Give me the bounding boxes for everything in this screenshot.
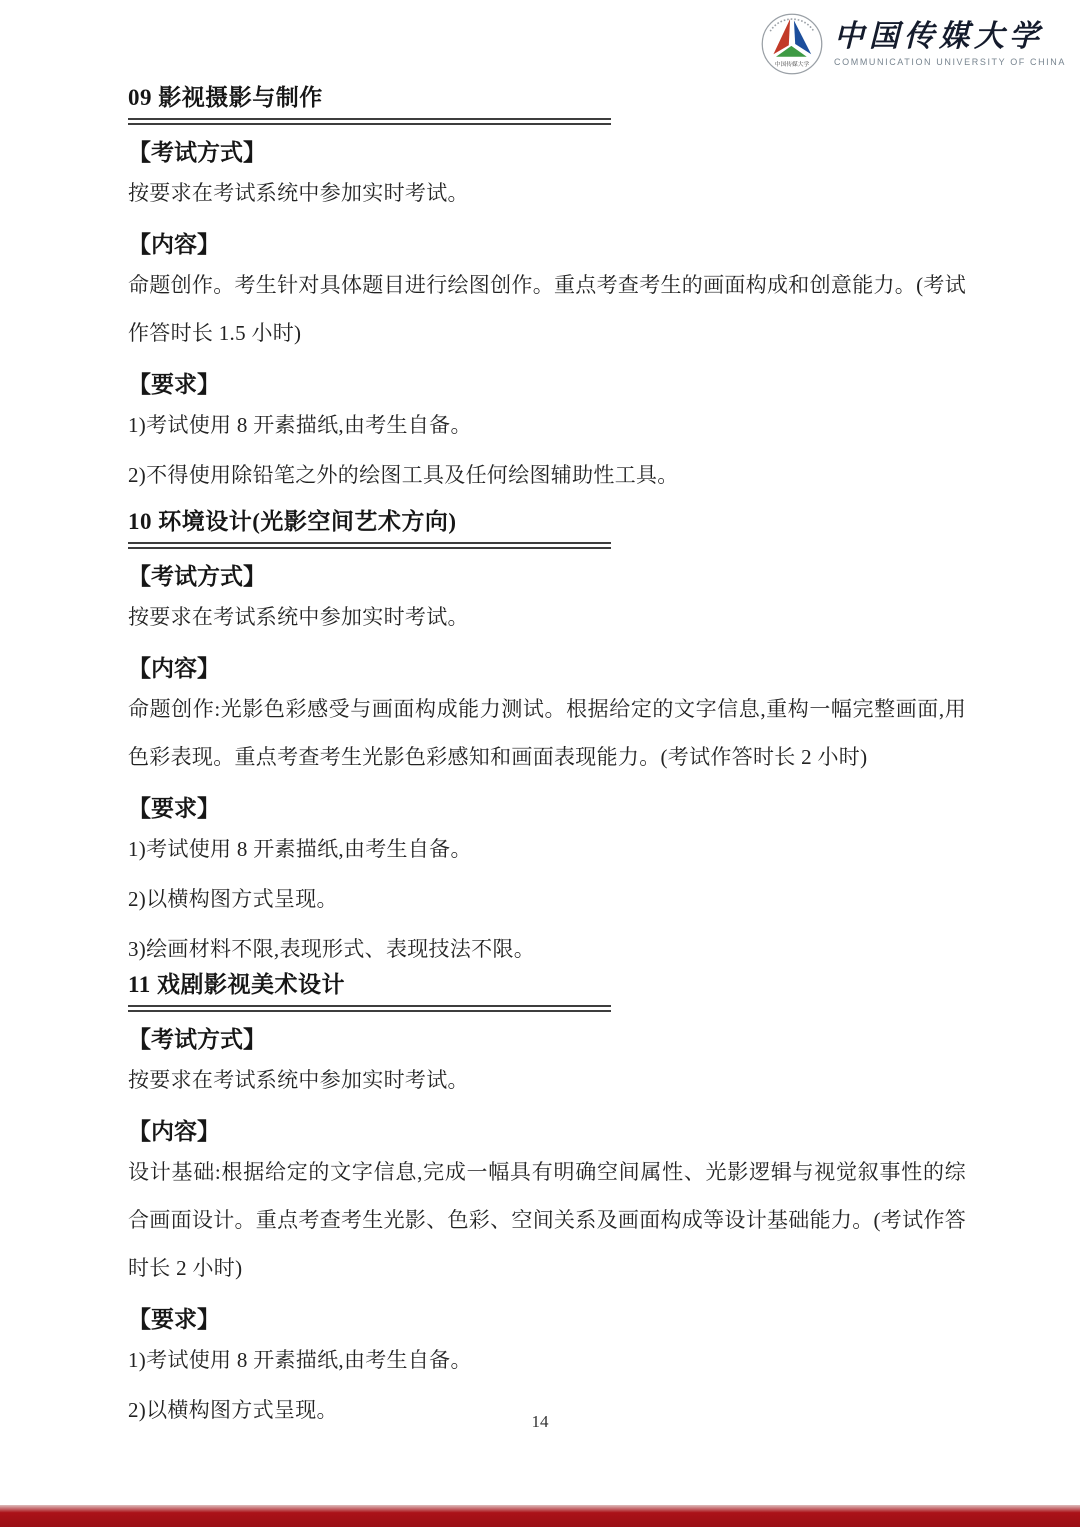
university-name xyxy=(834,20,1066,68)
content-block xyxy=(128,1118,966,1292)
university-name-en: COMMUNICATION UNIVERSITY OF CHINA xyxy=(834,57,1066,67)
requirement-item: 3)绘画材料不限,表现形式、表现技法不限。 xyxy=(128,937,536,961)
section-title: 11 戏剧影视美术设计 xyxy=(128,972,345,997)
requirement-item: 1)考试使用 8 开素描纸,由考生自备。 xyxy=(128,413,472,437)
requirement-item: 1)考试使用 8 开素描纸,由考生自备。 xyxy=(128,1348,472,1372)
paragraph: 按要求在考试系统中参加实时考试。 xyxy=(128,181,469,205)
footer-red-bar xyxy=(0,1505,1080,1527)
requirement-item: 1)考试使用 8 开素描纸,由考生自备。 xyxy=(128,837,472,861)
requirements-block xyxy=(128,371,966,499)
section-09 xyxy=(128,84,966,499)
exam-method-block xyxy=(128,1026,966,1104)
exam-method-block xyxy=(128,563,966,641)
block-label: 【要求】 xyxy=(128,372,220,397)
svg-text:中国传媒大学: 中国传媒大学 xyxy=(774,61,810,68)
paragraph: 命题创作。考生针对具体题目进行绘图创作。重点考查考生的画面构成和创意能力。(考试作答时长 1.5 小时) xyxy=(128,273,966,345)
block-label: 【要求】 xyxy=(128,796,220,821)
block-label: 【内容】 xyxy=(128,656,220,681)
block-label: 【要求】 xyxy=(128,1307,220,1332)
content-block xyxy=(128,655,966,781)
content-block xyxy=(128,231,966,357)
university-logo xyxy=(760,12,1066,76)
paragraph: 按要求在考试系统中参加实时考试。 xyxy=(128,1068,469,1092)
paragraph: 设计基础:根据给定的文字信息,完成一幅具有明确空间属性、光影逻辑与视觉叙事性的综合画面设计。重点考查考生光影、色彩、空间关系及画面构成等设计基础能力。(考试作答时长 2 小时) xyxy=(128,1160,966,1280)
heading-double-rule xyxy=(128,118,611,125)
block-label: 【考试方式】 xyxy=(128,564,266,589)
block-label: 【内容】 xyxy=(128,1119,220,1144)
requirement-item: 2)以横构图方式呈现。 xyxy=(128,1398,338,1422)
heading-double-rule xyxy=(128,542,611,549)
requirement-item: 2)以横构图方式呈现。 xyxy=(128,887,338,911)
cuc-emblem-icon xyxy=(760,12,824,76)
section-10 xyxy=(128,508,966,973)
block-label: 【内容】 xyxy=(128,232,220,257)
university-name-cn: 中国传媒大学 xyxy=(834,20,1045,53)
block-label: 【考试方式】 xyxy=(128,140,266,165)
exam-method-block xyxy=(128,139,966,217)
section-title: 09 影视摄影与制作 xyxy=(128,85,323,110)
section-11 xyxy=(128,971,966,1434)
page-number: 14 xyxy=(531,1412,549,1431)
requirement-item: 2)不得使用除铅笔之外的绘图工具及任何绘图辅助性工具。 xyxy=(128,463,679,487)
heading-double-rule xyxy=(128,1005,611,1012)
block-label: 【考试方式】 xyxy=(128,1027,266,1052)
requirements-block xyxy=(128,795,966,973)
section-title: 10 环境设计(光影空间艺术方向) xyxy=(128,509,457,534)
paragraph: 按要求在考试系统中参加实时考试。 xyxy=(128,605,469,629)
paragraph: 命题创作:光影色彩感受与画面构成能力测试。根据给定的文字信息,重构一幅完整画面,用色彩表现。重点考查考生光影色彩感知和画面表现能力。(考试作答时长 2 小时) xyxy=(128,697,966,769)
